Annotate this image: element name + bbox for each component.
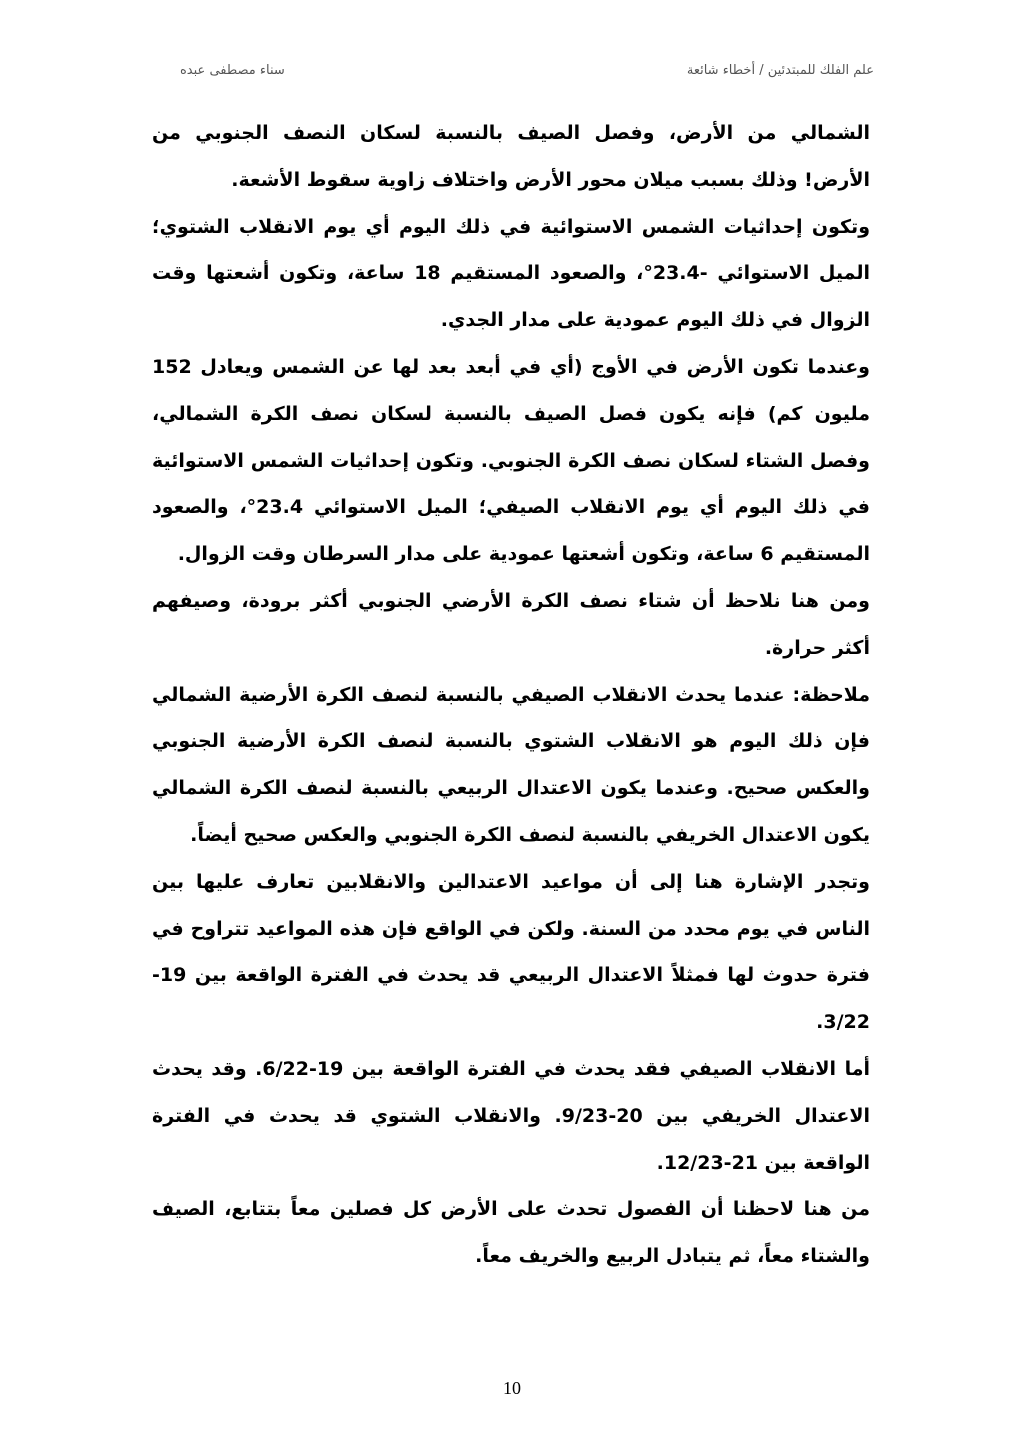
- header-author: سناء مصطفى عبده: [180, 63, 285, 78]
- paragraph: ملاحظة: عندما يحدث الانقلاب الصيفي بالنسبة لنصف الكرة الأرضية الشمالي فإن ذلك اليوم هو الانقلاب الشتوي بالنسبة لنصف الكرة الأرضية الجنوبي والعكس صحيح. وعندما يكون الاعتدال الربيعي بالنسبة لنصف الكرة الشمالي يكون الاعتدال الخريفي بالنسبة لنصف الكرة الجنوبي والعكس صحيح أيضاً.: [152, 683, 870, 846]
- paragraph: وعندما تكون الأرض في الأوج (أي في أبعد بعد لها عن الشمس ويعادل 152 مليون كم) فإنه يكون فصل الصيف بالنسبة لسكان نصف الكرة الشمالي، وفصل الشتاء لسكان نصف الكرة الجنوبي. وتكون إحداثيات الشمس الاستوائية في ذلك اليوم أي يوم الانقلاب الصيفي؛ الميل الاستوائي 23.4°، والصعود المستقيم 6 ساعة، وتكون أشعتها عمودية على مدار السرطان وقت الزوال.: [152, 355, 870, 566]
- paragraph: أما الانقلاب الصيفي فقد يحدث في الفترة الواقعة بين 19-6/22. وقد يحدث الاعتدال الخريفي بين 20-9/23. والانقلاب الشتوي قد يحدث في الفترة الواقعة بين 21-12/23.: [152, 1057, 870, 1174]
- body-text: [152, 110, 870, 1280]
- page-number: 10: [503, 1378, 521, 1398]
- paragraph: ومن هنا نلاحظ أن شتاء نصف الكرة الأرضي الجنوبي أكثر برودة، وصيفهم أكثر حرارة.: [152, 589, 870, 659]
- paragraph: وتجدر الإشارة هنا إلى أن مواعيد الاعتدالين والانقلابين تعارف عليها بين الناس في يوم محدد من السنة. ولكن في الواقع فإن هذه المواعيد تتراوح في فترة حدوث لها فمثلاً الاعتدال الربيعي قد يحدث في الفترة الواقعة بين 19-3/22.: [152, 870, 870, 1034]
- paragraph: من هنا لاحظنا أن الفصول تحدث على الأرض كل فصلين معاً بتتابع، الصيف والشتاء معاً، ثم يتبادل الربيع والخريف معاً.: [152, 1198, 870, 1268]
- header-book-title: علم الفلك للمبتدئين / أخطاء شائعة: [686, 63, 874, 78]
- paragraph: وتكون إحداثيات الشمس الاستوائية في ذلك اليوم أي يوم الانقلاب الشتوي؛ الميل الاستوائي -23.4°، والصعود المستقيم 18 ساعة، وتكون أشعتها وقت الزوال في ذلك اليوم عمودية على مدار الجدي.: [152, 215, 871, 332]
- paragraph: الشمالي من الأرض، وفصل الصيف بالنسبة لسكان النصف الجنوبي من الأرض! وذلك بسبب ميلان محور الأرض واختلاف زاوية سقوط الأشعة.: [152, 122, 870, 191]
